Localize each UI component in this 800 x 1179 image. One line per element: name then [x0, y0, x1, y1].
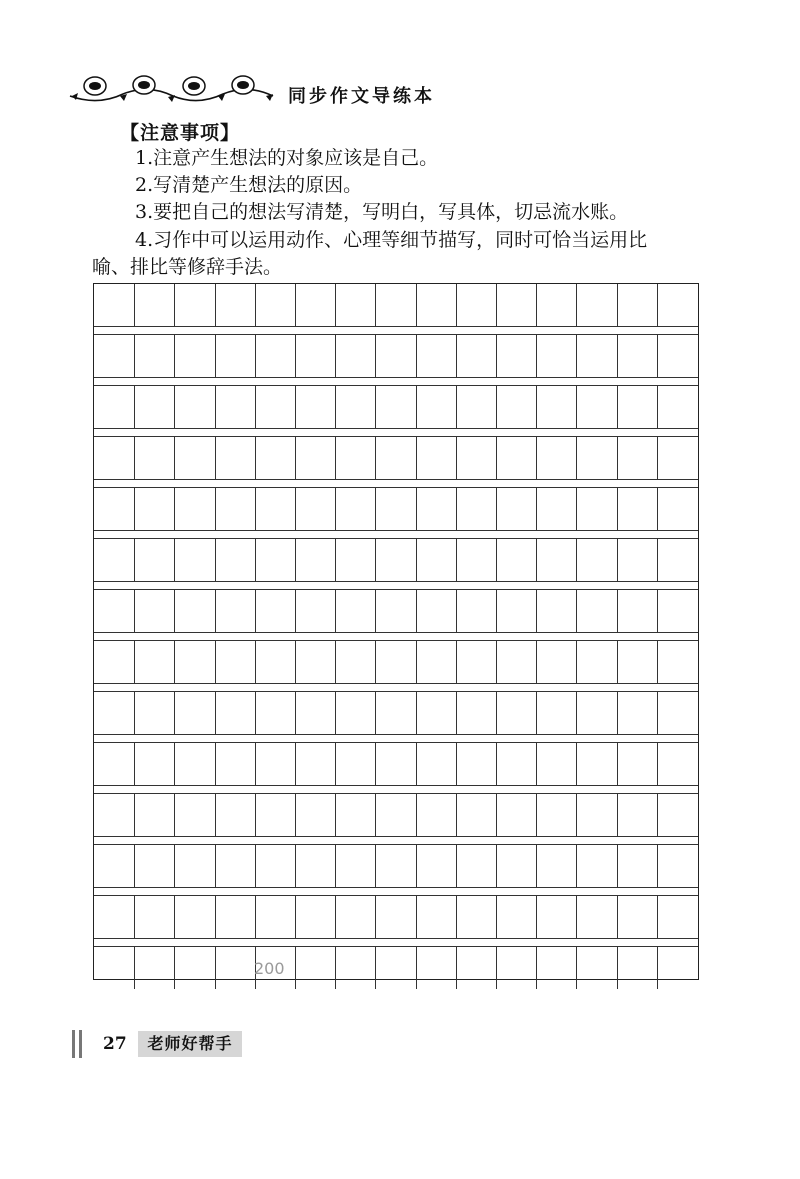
grid-column-line [657, 386, 658, 428]
grid-column-line [576, 590, 577, 632]
grid-column-line [536, 437, 537, 479]
grid-column-line [496, 539, 497, 581]
notice-item-4-continued: 喻、排比等修辞手法。 [92, 256, 283, 278]
grid-column-line [255, 284, 256, 326]
grid-column-line [496, 743, 497, 785]
grid-column-line [255, 845, 256, 887]
grid-column-line [134, 641, 135, 683]
grid-row [94, 743, 698, 785]
grid-column-line [576, 794, 577, 836]
composition-grid[interactable] [93, 283, 699, 980]
grid-column-line [134, 386, 135, 428]
grid-column-line [576, 386, 577, 428]
grid-column-line [416, 284, 417, 326]
grid-column-line [657, 794, 658, 836]
grid-column-line [335, 896, 336, 938]
grid-column-line [215, 488, 216, 530]
grid-column-line [576, 539, 577, 581]
grid-column-line [215, 386, 216, 428]
grid-column-line [617, 947, 618, 989]
grid-column-line [215, 437, 216, 479]
grid-column-line [335, 947, 336, 989]
grid-column-line [617, 590, 618, 632]
grid-column-line [416, 386, 417, 428]
grid-row [94, 590, 698, 632]
grid-column-line [335, 692, 336, 734]
grid-column-line [456, 641, 457, 683]
grid-column-line [134, 794, 135, 836]
grid-column-line [174, 692, 175, 734]
grid-column-line [215, 896, 216, 938]
grid-column-line [416, 947, 417, 989]
row-separator [94, 683, 698, 692]
notice-item-3: 3.要把自己的想法写清楚，写明白，写具体，切忌流水账。 [135, 201, 629, 223]
grid-column-line [536, 386, 537, 428]
grid-column-line [456, 896, 457, 938]
grid-column-line [456, 794, 457, 836]
grid-row [94, 488, 698, 530]
grid-column-line [617, 743, 618, 785]
grid-column-line [496, 896, 497, 938]
grid-row [94, 386, 698, 428]
grid-column-line [576, 743, 577, 785]
grid-column-line [375, 794, 376, 836]
grid-column-line [215, 590, 216, 632]
notice-heading: 【注意事项】 [120, 122, 241, 144]
grid-column-line [134, 284, 135, 326]
grid-column-line [576, 437, 577, 479]
grid-column-line [617, 284, 618, 326]
grid-column-line [134, 488, 135, 530]
footer-section-label: 老师好帮手 [138, 1031, 242, 1057]
grid-column-line [255, 437, 256, 479]
grid-row [94, 641, 698, 683]
grid-column-line [496, 437, 497, 479]
grid-column-line [255, 896, 256, 938]
grid-column-line [657, 590, 658, 632]
grid-column-line [617, 845, 618, 887]
grid-column-line [215, 947, 216, 989]
row-separator [94, 326, 698, 335]
grid-column-line [657, 539, 658, 581]
grid-column-line [375, 335, 376, 377]
grid-column-line [295, 641, 296, 683]
grid-column-line [536, 845, 537, 887]
grid-column-line [255, 794, 256, 836]
grid-column-line [134, 896, 135, 938]
grid-column-line [617, 386, 618, 428]
grid-row [94, 284, 698, 326]
grid-column-line [657, 692, 658, 734]
grid-column-line [375, 590, 376, 632]
grid-column-line [657, 743, 658, 785]
grid-column-line [255, 386, 256, 428]
grid-column-line [576, 845, 577, 887]
grid-column-line [255, 488, 256, 530]
book-series-title: 同步作文导练本 [288, 86, 435, 107]
row-separator [94, 938, 698, 947]
grid-column-line [456, 845, 457, 887]
grid-column-line [375, 845, 376, 887]
grid-row [94, 692, 698, 734]
grid-column-line [496, 794, 497, 836]
grid-column-line [174, 845, 175, 887]
grid-column-line [456, 743, 457, 785]
grid-column-line [416, 539, 417, 581]
grid-column-line [416, 896, 417, 938]
page-number: 27 [103, 1034, 127, 1054]
grid-column-line [174, 896, 175, 938]
grid-column-line [416, 641, 417, 683]
grid-column-line [255, 743, 256, 785]
grid-column-line [255, 692, 256, 734]
grid-column-line [215, 794, 216, 836]
grid-column-line [295, 743, 296, 785]
grid-column-line [215, 539, 216, 581]
grid-column-line [456, 590, 457, 632]
grid-column-line [295, 692, 296, 734]
grid-column-line [174, 794, 175, 836]
grid-column-line [174, 743, 175, 785]
grid-column-line [215, 692, 216, 734]
grid-column-line [134, 437, 135, 479]
grid-column-line [617, 641, 618, 683]
notice-item-1: 1.注意产生想法的对象应该是自己。 [135, 147, 439, 169]
grid-column-line [416, 845, 417, 887]
grid-column-line [295, 947, 296, 989]
row-separator [94, 479, 698, 488]
grid-column-line [456, 488, 457, 530]
grid-column-line [295, 794, 296, 836]
grid-column-line [375, 743, 376, 785]
grid-column-line [657, 437, 658, 479]
grid-column-line [295, 590, 296, 632]
grid-column-line [335, 743, 336, 785]
row-separator [94, 836, 698, 845]
grid-column-line [295, 539, 296, 581]
grid-column-line [496, 845, 497, 887]
grid-column-line [375, 437, 376, 479]
grid-column-line [496, 284, 497, 326]
grid-column-line [576, 488, 577, 530]
grid-column-line [536, 743, 537, 785]
grid-column-line [255, 590, 256, 632]
grid-column-line [215, 743, 216, 785]
grid-column-line [174, 284, 175, 326]
grid-column-line [416, 437, 417, 479]
grid-column-line [215, 641, 216, 683]
grid-row [94, 794, 698, 836]
grid-column-line [456, 284, 457, 326]
grid-column-line [657, 488, 658, 530]
row-separator [94, 887, 698, 896]
row-separator [94, 632, 698, 641]
grid-column-line [657, 845, 658, 887]
vine-leaf-decoration-icon [68, 72, 278, 112]
grid-column-line [576, 947, 577, 989]
grid-column-line [375, 386, 376, 428]
row-separator [94, 530, 698, 539]
char-count-marker: 200 [254, 959, 285, 978]
grid-column-line [295, 284, 296, 326]
grid-column-line [174, 335, 175, 377]
grid-column-line [134, 335, 135, 377]
grid-column-line [134, 743, 135, 785]
grid-column-line [174, 641, 175, 683]
grid-column-line [335, 794, 336, 836]
grid-row [94, 947, 698, 989]
row-separator [94, 785, 698, 794]
grid-column-line [617, 335, 618, 377]
grid-column-line [335, 590, 336, 632]
grid-column-line [215, 335, 216, 377]
grid-column-line [295, 488, 296, 530]
grid-column-line [536, 335, 537, 377]
grid-column-line [174, 488, 175, 530]
grid-column-line [576, 692, 577, 734]
grid-column-line [174, 437, 175, 479]
grid-column-line [416, 692, 417, 734]
row-separator [94, 581, 698, 590]
grid-column-line [617, 692, 618, 734]
grid-column-line [134, 590, 135, 632]
grid-column-line [496, 641, 497, 683]
grid-column-line [576, 335, 577, 377]
grid-column-line [416, 590, 417, 632]
grid-column-line [536, 692, 537, 734]
grid-column-line [335, 437, 336, 479]
grid-column-line [295, 386, 296, 428]
grid-column-line [657, 641, 658, 683]
grid-column-line [335, 335, 336, 377]
grid-column-line [255, 539, 256, 581]
grid-column-line [375, 284, 376, 326]
grid-column-line [536, 284, 537, 326]
grid-column-line [335, 488, 336, 530]
grid-column-line [657, 896, 658, 938]
footer-bars-decoration [72, 1030, 92, 1058]
grid-column-line [456, 947, 457, 989]
grid-column-line [617, 896, 618, 938]
grid-column-line [496, 947, 497, 989]
grid-column-line [174, 947, 175, 989]
grid-column-line [536, 539, 537, 581]
grid-column-line [496, 335, 497, 377]
grid-column-line [536, 896, 537, 938]
grid-column-line [617, 539, 618, 581]
grid-column-line [576, 284, 577, 326]
grid-column-line [456, 437, 457, 479]
grid-column-line [375, 896, 376, 938]
grid-column-line [456, 539, 457, 581]
grid-column-line [576, 641, 577, 683]
grid-column-line [295, 437, 296, 479]
grid-column-line [657, 335, 658, 377]
grid-column-line [657, 947, 658, 989]
grid-column-line [215, 845, 216, 887]
row-separator [94, 377, 698, 386]
grid-column-line [335, 386, 336, 428]
grid-column-line [496, 590, 497, 632]
grid-column-line [375, 641, 376, 683]
grid-column-line [335, 845, 336, 887]
grid-column-line [295, 896, 296, 938]
grid-column-line [617, 794, 618, 836]
grid-column-line [496, 692, 497, 734]
grid-column-line [536, 794, 537, 836]
grid-column-line [255, 641, 256, 683]
grid-column-line [657, 284, 658, 326]
grid-column-line [335, 539, 336, 581]
grid-column-line [536, 947, 537, 989]
grid-column-line [416, 794, 417, 836]
grid-column-line [215, 284, 216, 326]
grid-column-line [134, 947, 135, 989]
grid-row [94, 437, 698, 479]
grid-column-line [536, 590, 537, 632]
grid-column-line [255, 335, 256, 377]
grid-column-line [617, 488, 618, 530]
grid-column-line [456, 692, 457, 734]
grid-column-line [335, 641, 336, 683]
grid-row [94, 896, 698, 938]
grid-column-line [536, 641, 537, 683]
grid-column-line [496, 386, 497, 428]
grid-column-line [375, 539, 376, 581]
grid-column-line [456, 386, 457, 428]
grid-column-line [134, 845, 135, 887]
grid-column-line [456, 335, 457, 377]
grid-column-line [375, 692, 376, 734]
grid-column-line [496, 488, 497, 530]
grid-column-line [174, 386, 175, 428]
notice-item-2: 2.写清楚产生想法的原因。 [135, 174, 363, 196]
grid-column-line [295, 845, 296, 887]
grid-column-line [576, 896, 577, 938]
grid-row [94, 539, 698, 581]
grid-row [94, 335, 698, 377]
grid-column-line [416, 488, 417, 530]
row-separator [94, 428, 698, 437]
page-header [68, 72, 435, 112]
notice-item-4: 4.习作中可以运用动作、心理等细节描写，同时可恰当运用比 [135, 229, 648, 251]
grid-column-line [295, 335, 296, 377]
grid-column-line [134, 539, 135, 581]
grid-column-line [134, 692, 135, 734]
grid-column-line [416, 335, 417, 377]
grid-column-line [174, 590, 175, 632]
grid-column-line [617, 437, 618, 479]
grid-column-line [536, 488, 537, 530]
grid-column-line [335, 284, 336, 326]
row-separator [94, 734, 698, 743]
grid-row [94, 845, 698, 887]
grid-column-line [375, 947, 376, 989]
grid-column-line [375, 488, 376, 530]
grid-column-line [416, 743, 417, 785]
grid-column-line [174, 539, 175, 581]
